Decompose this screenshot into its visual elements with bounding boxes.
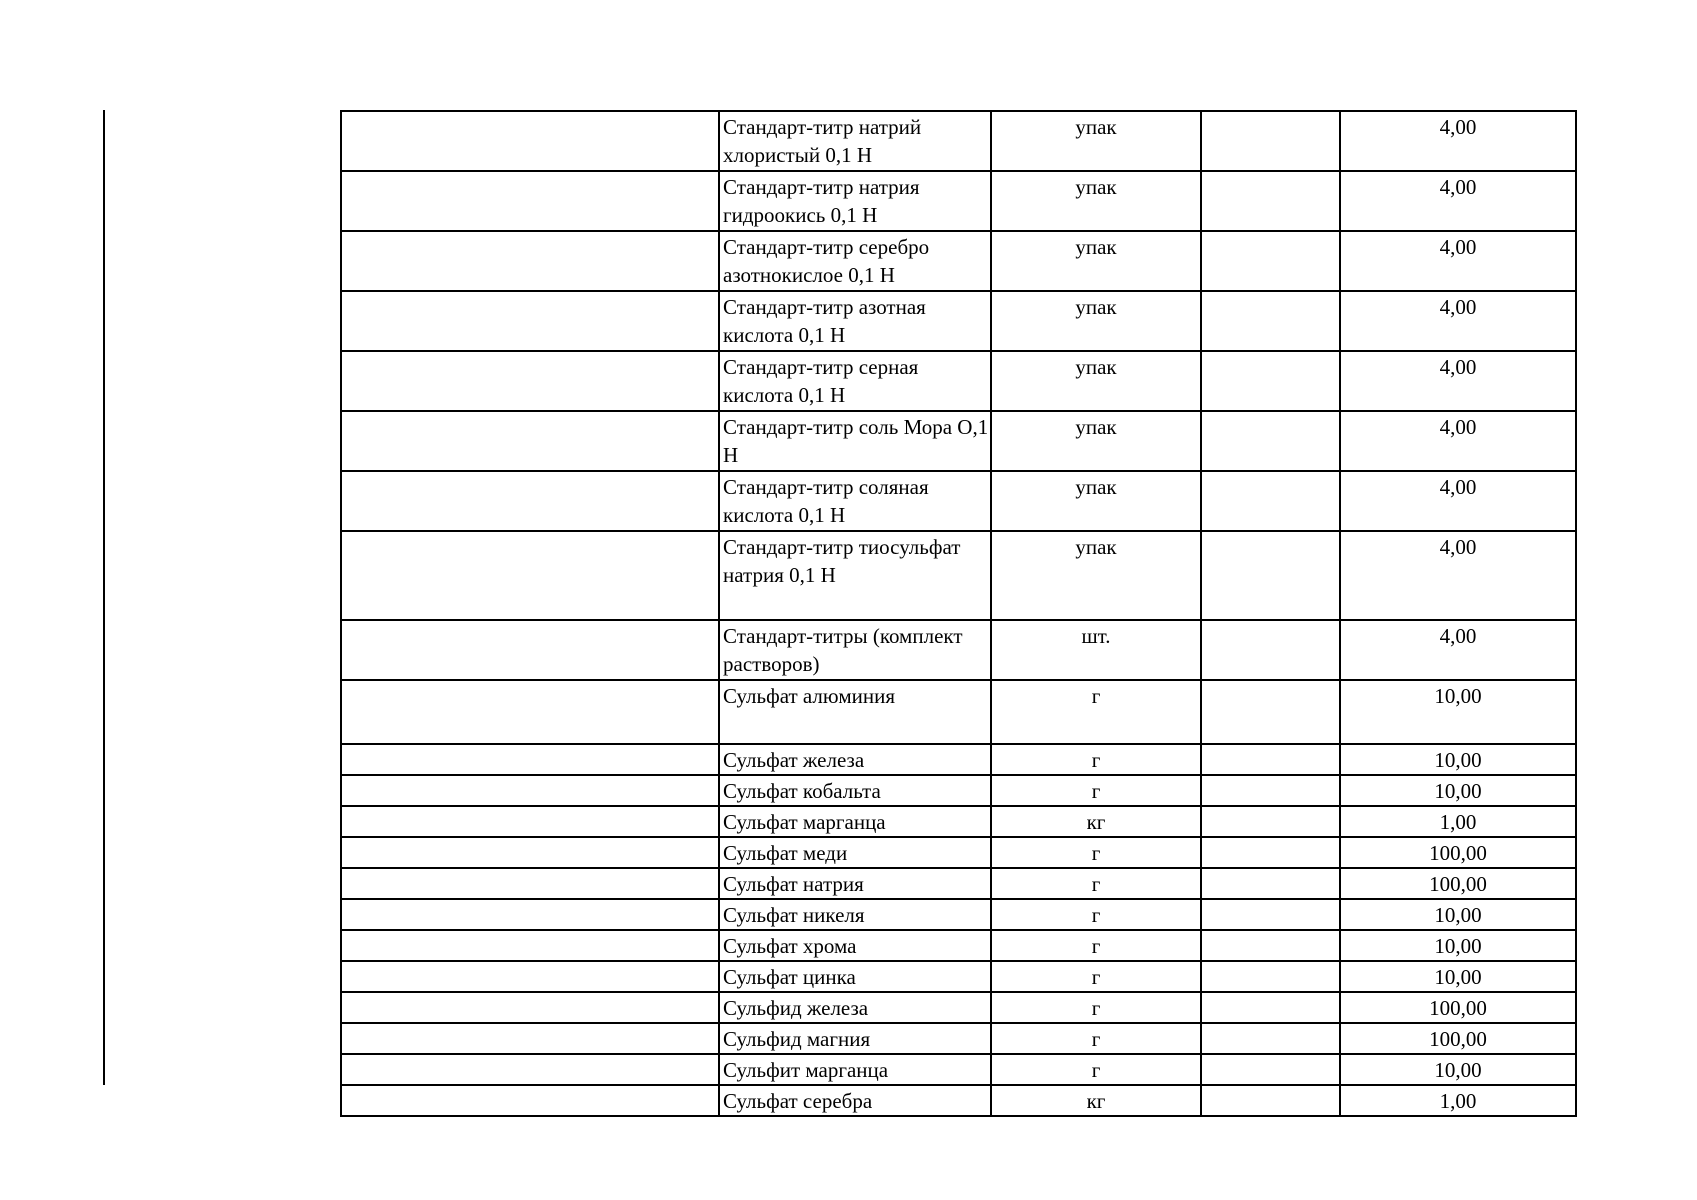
blank-cell	[1201, 351, 1340, 411]
blank-cell	[1201, 899, 1340, 930]
item-unit: г	[991, 680, 1201, 744]
item-quantity: 10,00	[1340, 1054, 1576, 1085]
blank-cell	[1201, 680, 1340, 744]
blank-cell	[341, 411, 719, 471]
blank-cell	[341, 744, 719, 775]
blank-cell	[1201, 744, 1340, 775]
table-row	[341, 775, 1576, 806]
item-name: Стандарт-титры (комплект растворов)	[719, 620, 991, 680]
table-row	[341, 411, 1576, 471]
item-name: Сульфит марганца	[719, 1054, 991, 1085]
item-name: Стандарт-титр серная кислота 0,1 Н	[719, 351, 991, 411]
item-quantity: 10,00	[1340, 775, 1576, 806]
table-row	[341, 531, 1576, 620]
blank-cell	[1201, 411, 1340, 471]
blank-cell	[1201, 1085, 1340, 1116]
item-unit: кг	[991, 1085, 1201, 1116]
item-name: Сульфат никеля	[719, 899, 991, 930]
reagents-table-body	[341, 111, 1576, 1116]
item-quantity: 1,00	[1340, 1085, 1576, 1116]
left-margin-line	[103, 110, 105, 1085]
item-unit: упак	[991, 351, 1201, 411]
blank-cell	[341, 930, 719, 961]
table-row	[341, 1023, 1576, 1054]
table-row	[341, 744, 1576, 775]
blank-cell	[341, 899, 719, 930]
blank-cell	[341, 111, 719, 171]
item-unit: г	[991, 930, 1201, 961]
blank-cell	[341, 1085, 719, 1116]
item-unit: упак	[991, 531, 1201, 620]
table-row	[341, 868, 1576, 899]
item-name: Сульфат железа	[719, 744, 991, 775]
table-row	[341, 231, 1576, 291]
table-row	[341, 171, 1576, 231]
table-row	[341, 471, 1576, 531]
blank-cell	[341, 1023, 719, 1054]
item-unit: упак	[991, 291, 1201, 351]
item-quantity: 10,00	[1340, 744, 1576, 775]
item-quantity: 4,00	[1340, 171, 1576, 231]
table-row	[341, 1054, 1576, 1085]
blank-cell	[341, 171, 719, 231]
blank-cell	[1201, 231, 1340, 291]
item-name: Сульфат серебра	[719, 1085, 991, 1116]
blank-cell	[1201, 775, 1340, 806]
blank-cell	[341, 961, 719, 992]
table-row	[341, 1085, 1576, 1116]
item-quantity: 10,00	[1340, 899, 1576, 930]
table-row	[341, 351, 1576, 411]
blank-cell	[1201, 471, 1340, 531]
item-quantity: 4,00	[1340, 531, 1576, 620]
item-quantity: 10,00	[1340, 680, 1576, 744]
item-unit: упак	[991, 111, 1201, 171]
item-quantity: 4,00	[1340, 291, 1576, 351]
item-quantity: 100,00	[1340, 1023, 1576, 1054]
item-quantity: 4,00	[1340, 471, 1576, 531]
item-unit: упак	[991, 471, 1201, 531]
item-unit: г	[991, 961, 1201, 992]
item-name: Сульфид магния	[719, 1023, 991, 1054]
blank-cell	[341, 992, 719, 1023]
table-row	[341, 680, 1576, 744]
blank-cell	[1201, 171, 1340, 231]
blank-cell	[1201, 992, 1340, 1023]
item-name: Сульфат алюминия	[719, 680, 991, 744]
item-quantity: 100,00	[1340, 868, 1576, 899]
item-quantity: 4,00	[1340, 411, 1576, 471]
blank-cell	[1201, 620, 1340, 680]
item-quantity: 4,00	[1340, 111, 1576, 171]
blank-cell	[341, 620, 719, 680]
item-name: Сульфид железа	[719, 992, 991, 1023]
item-name: Стандарт-титр серебро азотнокислое 0,1 Н	[719, 231, 991, 291]
item-name: Стандарт-титр тиосульфат натрия 0,1 Н	[719, 531, 991, 620]
blank-cell	[341, 680, 719, 744]
item-unit: г	[991, 1023, 1201, 1054]
blank-cell	[341, 1054, 719, 1085]
blank-cell	[1201, 806, 1340, 837]
item-quantity: 4,00	[1340, 620, 1576, 680]
blank-cell	[1201, 1023, 1340, 1054]
blank-cell	[341, 531, 719, 620]
item-name: Сульфат цинка	[719, 961, 991, 992]
table-row	[341, 111, 1576, 171]
table-row	[341, 899, 1576, 930]
table-row	[341, 930, 1576, 961]
item-unit: упак	[991, 411, 1201, 471]
item-quantity: 4,00	[1340, 231, 1576, 291]
blank-cell	[1201, 291, 1340, 351]
item-unit: кг	[991, 806, 1201, 837]
item-unit: упак	[991, 231, 1201, 291]
table-row	[341, 806, 1576, 837]
table-row	[341, 961, 1576, 992]
item-unit: г	[991, 1054, 1201, 1085]
table-row	[341, 837, 1576, 868]
item-quantity: 100,00	[1340, 837, 1576, 868]
item-unit: г	[991, 775, 1201, 806]
item-name: Стандарт-титр натрия гидроокись 0,1 Н	[719, 171, 991, 231]
reagents-table	[340, 110, 1577, 1117]
item-name: Стандарт-титр натрий хлористый 0,1 Н	[719, 111, 991, 171]
blank-cell	[341, 806, 719, 837]
item-name: Сульфат марганца	[719, 806, 991, 837]
item-name: Сульфат натрия	[719, 868, 991, 899]
item-quantity: 1,00	[1340, 806, 1576, 837]
item-quantity: 10,00	[1340, 961, 1576, 992]
blank-cell	[1201, 868, 1340, 899]
item-quantity: 4,00	[1340, 351, 1576, 411]
item-name: Сульфат хрома	[719, 930, 991, 961]
blank-cell	[341, 291, 719, 351]
item-unit: упак	[991, 171, 1201, 231]
table-row	[341, 992, 1576, 1023]
item-name: Стандарт-титр соль Мора О,1 Н	[719, 411, 991, 471]
item-quantity: 10,00	[1340, 930, 1576, 961]
item-name: Сульфат меди	[719, 837, 991, 868]
table-row	[341, 620, 1576, 680]
item-unit: г	[991, 992, 1201, 1023]
item-quantity: 100,00	[1340, 992, 1576, 1023]
blank-cell	[341, 868, 719, 899]
blank-cell	[1201, 930, 1340, 961]
blank-cell	[341, 837, 719, 868]
blank-cell	[1201, 837, 1340, 868]
item-unit: г	[991, 899, 1201, 930]
blank-cell	[341, 471, 719, 531]
blank-cell	[341, 775, 719, 806]
item-name: Стандарт-титр азотная кислота 0,1 Н	[719, 291, 991, 351]
blank-cell	[1201, 111, 1340, 171]
item-unit: шт.	[991, 620, 1201, 680]
blank-cell	[1201, 1054, 1340, 1085]
item-unit: г	[991, 744, 1201, 775]
item-name: Стандарт-титр соляная кислота 0,1 Н	[719, 471, 991, 531]
item-unit: г	[991, 868, 1201, 899]
item-unit: г	[991, 837, 1201, 868]
blank-cell	[341, 351, 719, 411]
item-name: Сульфат кобальта	[719, 775, 991, 806]
table-row	[341, 291, 1576, 351]
blank-cell	[1201, 531, 1340, 620]
blank-cell	[1201, 961, 1340, 992]
blank-cell	[341, 231, 719, 291]
